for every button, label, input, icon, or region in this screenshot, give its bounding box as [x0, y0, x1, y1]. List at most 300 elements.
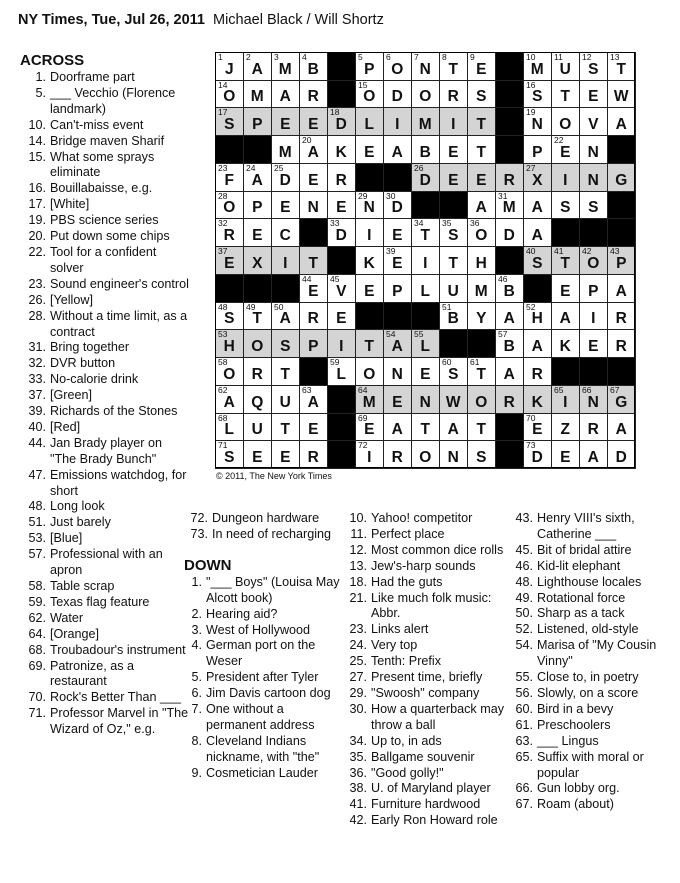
grid-cell[interactable]	[607, 163, 636, 192]
clue-item[interactable]	[20, 436, 190, 468]
clue-item[interactable]	[20, 134, 190, 150]
grid-cell[interactable]	[271, 218, 300, 247]
clue-item[interactable]	[509, 638, 669, 670]
grid-cell[interactable]	[495, 357, 524, 386]
grid-cell[interactable]	[467, 52, 496, 81]
grid-cell[interactable]	[215, 440, 244, 469]
grid-cell[interactable]	[439, 135, 468, 164]
grid-cell[interactable]	[579, 413, 608, 442]
grid-cell[interactable]	[299, 440, 328, 469]
grid-cell[interactable]	[243, 107, 272, 136]
grid-cell[interactable]	[467, 107, 496, 136]
grid-cell[interactable]	[495, 385, 524, 414]
clue-item[interactable]	[509, 686, 669, 702]
grid-cell[interactable]	[495, 274, 524, 303]
grid-cell[interactable]	[327, 163, 356, 192]
grid-cell[interactable]	[327, 357, 356, 386]
grid-cell[interactable]	[271, 246, 300, 275]
clue-item[interactable]	[20, 118, 190, 134]
grid-cell[interactable]	[607, 329, 636, 358]
grid-cell[interactable]	[243, 163, 272, 192]
grid-cell[interactable]	[495, 302, 524, 331]
grid-cell[interactable]	[355, 385, 384, 414]
grid-cell[interactable]	[551, 163, 580, 192]
grid-cell[interactable]	[579, 329, 608, 358]
cell-letter: E	[476, 171, 487, 189]
clue-item[interactable]	[182, 607, 340, 623]
grid-cell[interactable]	[607, 107, 636, 136]
grid-cell[interactable]	[439, 357, 468, 386]
grid-cell[interactable]	[299, 80, 328, 109]
clue-item[interactable]	[20, 340, 190, 356]
grid-cell[interactable]	[579, 246, 608, 275]
clue-text: Cosmetician Lauder	[206, 765, 319, 780]
grid-cell[interactable]	[607, 302, 636, 331]
grid-cell[interactable]	[411, 385, 440, 414]
clue-item[interactable]	[20, 627, 190, 643]
grid-cell[interactable]	[327, 302, 356, 331]
grid-cell[interactable]	[271, 52, 300, 81]
grid-cell[interactable]	[327, 107, 356, 136]
grid-cell[interactable]	[243, 80, 272, 109]
clue-number: 7.	[191, 702, 202, 717]
grid-cell[interactable]	[243, 440, 272, 469]
clue-item[interactable]	[20, 150, 190, 182]
clue-text: Very top	[371, 638, 418, 653]
grid-cell[interactable]	[579, 302, 608, 331]
cell-letter: P	[616, 254, 627, 272]
grid-cell[interactable]	[467, 274, 496, 303]
clue-item[interactable]	[509, 511, 669, 543]
clue-item[interactable]	[182, 511, 340, 527]
cell-number: 73	[526, 440, 536, 451]
clue-item[interactable]	[20, 579, 190, 595]
grid-cell[interactable]	[271, 80, 300, 109]
grid-cell[interactable]	[467, 413, 496, 442]
clue-item[interactable]	[509, 591, 669, 607]
grid-cell[interactable]	[607, 80, 636, 109]
grid-cell[interactable]	[439, 302, 468, 331]
grid-cell[interactable]	[215, 218, 244, 247]
grid-cell[interactable]	[523, 191, 552, 220]
clue-item[interactable]	[345, 734, 505, 750]
clue-item[interactable]	[345, 527, 505, 543]
clue-text: Listened, old-style	[537, 622, 639, 637]
grid-cell[interactable]	[215, 163, 244, 192]
clue-item[interactable]	[20, 309, 190, 341]
grid-cell[interactable]	[467, 135, 496, 164]
grid-cell[interactable]	[327, 135, 356, 164]
cell-letter: R	[251, 365, 264, 383]
clue-number: 51.	[28, 515, 46, 530]
grid-cell[interactable]	[243, 52, 272, 81]
clue-item[interactable]	[509, 750, 669, 782]
cell-letter: N	[531, 116, 544, 134]
grid-cell[interactable]	[523, 163, 552, 192]
grid-cell[interactable]	[467, 385, 496, 414]
grid-cell[interactable]	[439, 80, 468, 109]
grid-cell[interactable]	[243, 357, 272, 386]
grid-cell[interactable]	[467, 246, 496, 275]
grid-cell[interactable]	[299, 274, 328, 303]
clue-item[interactable]	[345, 654, 505, 670]
clue-text: Kid-lit elephant	[537, 558, 621, 573]
grid-cell[interactable]	[355, 357, 384, 386]
clue-item[interactable]	[182, 734, 340, 766]
grid-cell[interactable]	[523, 413, 552, 442]
clue-item[interactable]	[345, 686, 505, 702]
clue-item[interactable]	[20, 690, 190, 706]
cell-letter: T	[476, 116, 487, 134]
clue-item[interactable]	[345, 511, 505, 527]
grid-cell[interactable]	[355, 107, 384, 136]
grid-cell[interactable]	[355, 440, 384, 469]
grid-cell[interactable]	[467, 440, 496, 469]
grid-cell[interactable]	[355, 80, 384, 109]
clue-item[interactable]	[345, 797, 505, 813]
grid-cell[interactable]	[439, 107, 468, 136]
clue-item[interactable]	[20, 293, 190, 309]
crossword-grid[interactable]	[215, 52, 635, 468]
clue-item[interactable]	[345, 622, 505, 638]
grid-cell[interactable]	[383, 52, 412, 81]
grid-cell[interactable]	[495, 191, 524, 220]
grid-cell[interactable]	[551, 135, 580, 164]
grid-cell[interactable]	[215, 385, 244, 414]
cell-letter: S	[560, 199, 571, 217]
grid-cell[interactable]	[243, 413, 272, 442]
grid-cell[interactable]	[579, 107, 608, 136]
clue-item[interactable]	[20, 70, 190, 86]
grid-cell[interactable]	[467, 80, 496, 109]
clue-item[interactable]	[20, 213, 190, 229]
grid-cell[interactable]	[355, 413, 384, 442]
grid-cell[interactable]	[523, 218, 552, 247]
grid-cell[interactable]	[439, 274, 468, 303]
clue-item[interactable]	[509, 670, 669, 686]
grid-cell[interactable]	[523, 440, 552, 469]
grid-cell[interactable]	[579, 440, 608, 469]
grid-cell[interactable]	[383, 80, 412, 109]
grid-cell[interactable]	[355, 52, 384, 81]
clue-text: [Green]	[50, 388, 92, 403]
grid-cell[interactable]	[551, 246, 580, 275]
grid-cell[interactable]	[383, 329, 412, 358]
grid-cell[interactable]	[299, 413, 328, 442]
grid-cell[interactable]	[551, 329, 580, 358]
grid-cell[interactable]	[467, 163, 496, 192]
clue-item[interactable]	[509, 559, 669, 575]
grid-cell[interactable]	[523, 357, 552, 386]
grid-cell[interactable]	[243, 302, 272, 331]
grid-cell[interactable]	[383, 246, 412, 275]
cell-letter: E	[448, 171, 459, 189]
grid-cell[interactable]	[327, 274, 356, 303]
clue-item[interactable]	[20, 643, 190, 659]
grid-cell[interactable]	[271, 135, 300, 164]
grid-cell[interactable]	[467, 357, 496, 386]
grid-cell[interactable]	[383, 357, 412, 386]
clue-item[interactable]	[182, 702, 340, 734]
grid-cell[interactable]	[551, 80, 580, 109]
grid-cell[interactable]	[411, 80, 440, 109]
clue-number: 42.	[349, 813, 367, 828]
clue-text: Tool for a confident solver	[50, 244, 157, 275]
grid-cell[interactable]	[299, 52, 328, 81]
grid-cell[interactable]	[411, 413, 440, 442]
grid-cell[interactable]	[607, 246, 636, 275]
grid-cell[interactable]	[523, 107, 552, 136]
grid-cell[interactable]	[271, 107, 300, 136]
clue-item[interactable]	[20, 197, 190, 213]
clue-item[interactable]	[509, 718, 669, 734]
grid-cell[interactable]	[607, 52, 636, 81]
cell-letter: P	[364, 60, 375, 78]
grid-cell[interactable]	[299, 191, 328, 220]
grid-cell[interactable]	[215, 107, 244, 136]
grid-cell[interactable]	[355, 274, 384, 303]
grid-cell[interactable]	[523, 52, 552, 81]
grid-cell[interactable]	[607, 413, 636, 442]
grid-cell[interactable]	[243, 191, 272, 220]
cell-letter: E	[364, 143, 375, 161]
grid-cell[interactable]	[355, 191, 384, 220]
clue-item[interactable]	[182, 638, 340, 670]
grid-cell[interactable]	[439, 413, 468, 442]
grid-cell[interactable]	[355, 135, 384, 164]
grid-cell[interactable]	[215, 357, 244, 386]
clue-item[interactable]	[509, 622, 669, 638]
grid-cell[interactable]	[607, 385, 636, 414]
clue-number: 34.	[349, 733, 367, 748]
grid-cell[interactable]	[271, 191, 300, 220]
grid-cell[interactable]	[243, 218, 272, 247]
clue-item[interactable]	[20, 468, 190, 500]
grid-cell[interactable]	[607, 274, 636, 303]
grid-cell[interactable]	[299, 135, 328, 164]
grid-cell[interactable]	[439, 246, 468, 275]
grid-cell[interactable]	[383, 274, 412, 303]
clue-number: 23.	[349, 622, 367, 637]
clue-item[interactable]	[20, 595, 190, 611]
grid-cell[interactable]	[411, 163, 440, 192]
clue-item[interactable]	[345, 575, 505, 591]
grid-cell[interactable]	[355, 329, 384, 358]
grid-cell[interactable]	[271, 440, 300, 469]
clue-item[interactable]	[509, 797, 669, 813]
grid-cell[interactable]	[579, 191, 608, 220]
grid-cell[interactable]	[439, 163, 468, 192]
grid-cell[interactable]	[523, 246, 552, 275]
grid-cell[interactable]	[383, 191, 412, 220]
grid-cell[interactable]	[467, 218, 496, 247]
clue-item[interactable]	[182, 623, 340, 639]
clue-item[interactable]	[20, 86, 190, 118]
cell-number: 8	[442, 52, 447, 62]
clue-item[interactable]	[182, 686, 340, 702]
clue-item[interactable]	[345, 702, 505, 734]
grid-cell[interactable]	[607, 440, 636, 469]
grid-cell[interactable]	[523, 80, 552, 109]
grid-cell[interactable]	[299, 246, 328, 275]
clue-item[interactable]	[345, 638, 505, 654]
grid-cell[interactable]	[299, 107, 328, 136]
grid-cell[interactable]	[327, 218, 356, 247]
grid-cell[interactable]	[271, 385, 300, 414]
clue-item[interactable]	[345, 750, 505, 766]
grid-cell[interactable]	[383, 107, 412, 136]
clue-item[interactable]	[20, 277, 190, 293]
clue-item[interactable]	[20, 515, 190, 531]
clue-item[interactable]	[509, 543, 669, 559]
grid-cell[interactable]	[551, 52, 580, 81]
clue-item[interactable]	[345, 766, 505, 782]
grid-cell[interactable]	[355, 218, 384, 247]
grid-cell[interactable]	[243, 246, 272, 275]
grid-cell[interactable]	[551, 413, 580, 442]
clue-item[interactable]	[182, 670, 340, 686]
grid-cell[interactable]	[495, 218, 524, 247]
clue-item[interactable]	[345, 591, 505, 623]
grid-cell[interactable]	[551, 107, 580, 136]
clue-item[interactable]	[345, 813, 505, 829]
grid-cell[interactable]	[299, 329, 328, 358]
grid-cell[interactable]	[523, 385, 552, 414]
clue-item[interactable]	[509, 606, 669, 622]
clue-text: U. of Maryland player	[371, 781, 491, 796]
grid-cell[interactable]	[215, 413, 244, 442]
clue-item[interactable]	[20, 229, 190, 245]
grid-cell[interactable]	[411, 329, 440, 358]
cell-letter: E	[280, 448, 291, 466]
grid-cell[interactable]	[411, 357, 440, 386]
grid-cell[interactable]	[439, 440, 468, 469]
grid-cell[interactable]	[411, 440, 440, 469]
grid-cell[interactable]	[411, 107, 440, 136]
clue-item[interactable]	[20, 611, 190, 627]
clue-number: 60.	[515, 701, 533, 716]
grid-cell[interactable]	[467, 191, 496, 220]
clue-item[interactable]	[20, 356, 190, 372]
grid-cell[interactable]	[271, 329, 300, 358]
grid-cell[interactable]	[299, 302, 328, 331]
grid-cell[interactable]	[215, 191, 244, 220]
cell-letter: E	[392, 393, 403, 411]
grid-cell[interactable]	[523, 302, 552, 331]
grid-cell[interactable]	[551, 302, 580, 331]
black-square	[215, 274, 244, 303]
grid-cell[interactable]	[439, 218, 468, 247]
grid-cell[interactable]	[551, 440, 580, 469]
cell-letter: I	[395, 116, 400, 134]
clue-item[interactable]	[345, 670, 505, 686]
clue-item[interactable]	[345, 559, 505, 575]
grid-cell[interactable]	[551, 274, 580, 303]
grid-cell[interactable]	[495, 163, 524, 192]
clue-item[interactable]	[182, 766, 340, 782]
clue-item[interactable]	[182, 575, 340, 607]
clue-item[interactable]	[20, 547, 190, 579]
clue-item[interactable]	[20, 531, 190, 547]
grid-cell[interactable]	[411, 135, 440, 164]
grid-cell[interactable]	[243, 385, 272, 414]
clue-text: Yahoo! competitor	[371, 511, 473, 525]
grid-cell[interactable]	[523, 135, 552, 164]
grid-cell[interactable]	[383, 440, 412, 469]
grid-cell[interactable]	[579, 52, 608, 81]
clue-item[interactable]	[345, 543, 505, 559]
grid-cell[interactable]	[215, 80, 244, 109]
clue-item[interactable]	[20, 245, 190, 277]
grid-cell[interactable]	[551, 191, 580, 220]
clue-item[interactable]	[20, 404, 190, 420]
grid-cell[interactable]	[355, 246, 384, 275]
cell-letter: B	[503, 282, 516, 300]
clue-item[interactable]	[509, 781, 669, 797]
grid-cell[interactable]	[579, 80, 608, 109]
clue-item[interactable]	[20, 706, 190, 738]
clue-text: Links alert	[371, 622, 429, 637]
clue-item[interactable]	[20, 420, 190, 436]
grid-cell[interactable]	[243, 329, 272, 358]
grid-cell[interactable]	[411, 52, 440, 81]
clue-item[interactable]	[20, 372, 190, 388]
clue-item[interactable]	[20, 181, 190, 197]
grid-cell[interactable]	[215, 52, 244, 81]
grid-cell[interactable]	[411, 274, 440, 303]
grid-cell[interactable]	[271, 163, 300, 192]
grid-cell[interactable]	[439, 52, 468, 81]
grid-cell[interactable]	[551, 385, 580, 414]
cell-number: 20	[302, 135, 312, 146]
grid-cell[interactable]	[299, 385, 328, 414]
grid-cell[interactable]	[495, 329, 524, 358]
grid-cell[interactable]	[467, 302, 496, 331]
grid-cell[interactable]	[215, 246, 244, 275]
grid-cell[interactable]	[215, 302, 244, 331]
grid-cell[interactable]	[383, 413, 412, 442]
clue-item[interactable]	[509, 734, 669, 750]
black-square	[523, 274, 552, 303]
clue-item[interactable]	[20, 499, 190, 515]
grid-cell[interactable]	[383, 385, 412, 414]
cell-letter: A	[503, 365, 516, 383]
grid-cell[interactable]	[439, 385, 468, 414]
grid-cell[interactable]	[411, 218, 440, 247]
grid-cell[interactable]	[579, 274, 608, 303]
grid-cell[interactable]	[271, 413, 300, 442]
clue-item[interactable]	[345, 781, 505, 797]
grid-cell[interactable]	[579, 163, 608, 192]
grid-cell[interactable]	[523, 329, 552, 358]
clue-item[interactable]	[20, 659, 190, 691]
grid-cell[interactable]	[327, 191, 356, 220]
grid-cell[interactable]	[271, 357, 300, 386]
clue-item[interactable]	[509, 575, 669, 591]
clue-item[interactable]	[20, 388, 190, 404]
grid-cell[interactable]	[383, 218, 412, 247]
grid-cell[interactable]	[327, 329, 356, 358]
grid-cell[interactable]	[579, 135, 608, 164]
grid-cell[interactable]	[271, 302, 300, 331]
clue-item[interactable]	[509, 702, 669, 718]
clue-item[interactable]	[182, 527, 340, 543]
grid-cell[interactable]	[579, 385, 608, 414]
grid-cell[interactable]	[411, 246, 440, 275]
grid-cell[interactable]	[299, 163, 328, 192]
grid-cell[interactable]	[215, 329, 244, 358]
grid-cell[interactable]	[383, 135, 412, 164]
